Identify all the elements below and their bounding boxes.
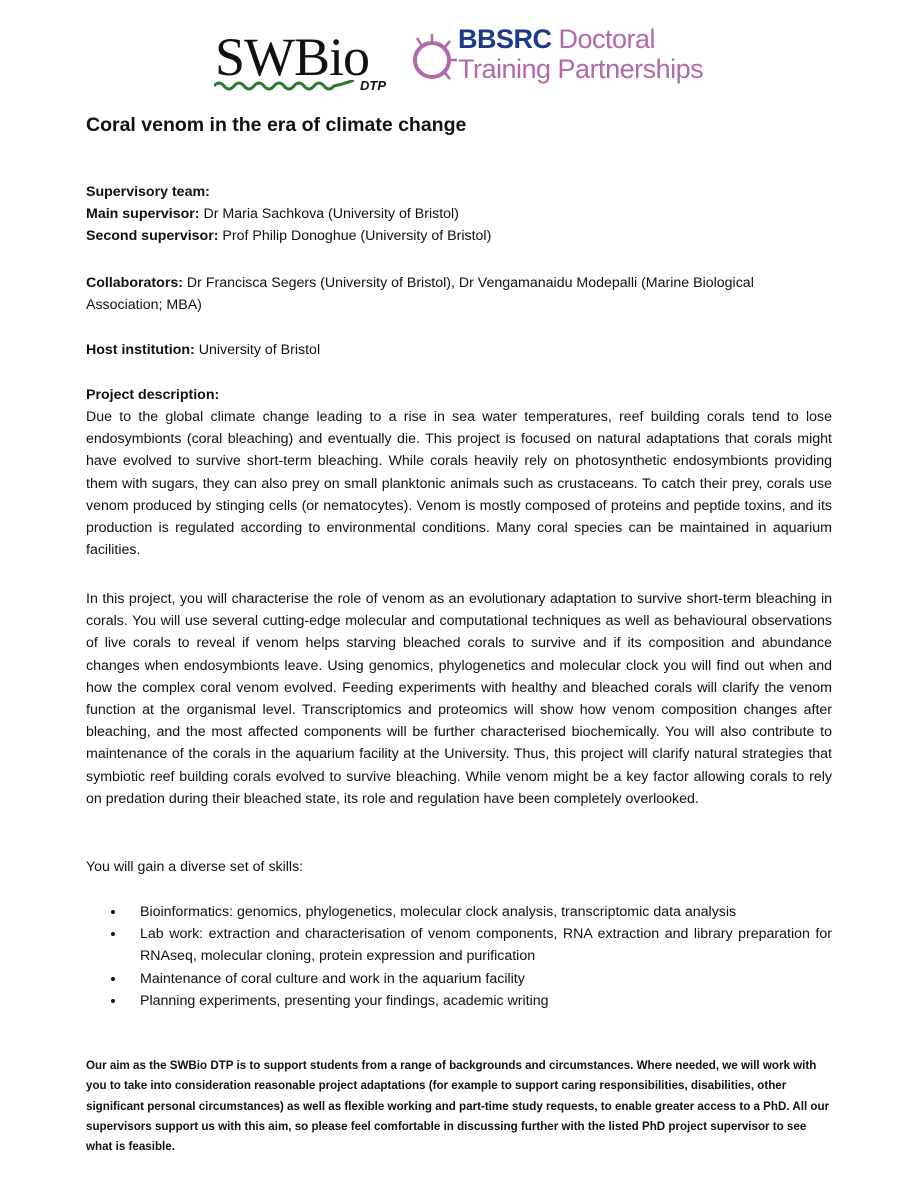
swbio-dtp-label: DTP <box>360 78 386 93</box>
inclusion-statement: Our aim as the SWBio DTP is to support students from a range of backgrounds and circumstances. Where needed, we will work with you to take into consideration reasonable project adaptations (for example to support caring responsibilities, disabilities, other significant personal circumstances) as well as flexible working and part-time study requests, to enable greater access to a PhD. All our supervisors support us with this aim, so please feel comfortable in discussing further with the listed PhD project supervisor to see what is feasible. <box>86 1059 830 1154</box>
skill-item: • Maintenance of coral culture and work in the aquarium facility <box>126 968 832 990</box>
swbio-logo: SWBio <box>215 27 370 87</box>
bbsrc-logo-icon <box>410 28 460 88</box>
skills-intro: You will gain a diverse set of skills: <box>86 859 304 875</box>
collaborators: Collaborators: Dr Francisca Segers (University of Bristol), Dr Vengamanaidu Modepalli (Marine Biological Association; MBA) <box>86 275 754 314</box>
bbsrc-line2: Training Partnerships <box>458 54 704 84</box>
skill-item: • Planning experiments, presenting your findings, academic writing <box>126 990 832 1012</box>
page-title: Coral venom in the era of climate change <box>86 114 467 136</box>
supervisory-team: Supervisory team: Main supervisor: Dr Maria Sachkova (University of Bristol) Second supervisor: Prof Philip Donoghue (University of Bristol) <box>86 184 492 245</box>
skill-item: • Lab work: extraction and characterisation of venom components, RNA extraction and library preparation for RNAseq, molecular cloning, protein expression and purification <box>126 923 832 967</box>
dna-helix-icon <box>214 80 354 92</box>
header-logos <box>210 20 730 95</box>
skill-item: • Bioinformatics: genomics, phylogenetics, molecular clock analysis, transcriptomic data analysis <box>126 901 832 923</box>
bbsrc-line1: BBSRC Doctoral <box>458 24 656 54</box>
project-description-heading: Project description: <box>86 387 220 403</box>
skills-list <box>86 901 832 1012</box>
project-paragraph-1: Due to the global climate change leading to a rise in sea water temperatures, reef building corals tend to lose endosymbionts (coral bleaching) and eventually die. This project is focused on natural adaptations that corals might have evolved to survive short-term bleaching. While corals heavily rely on photosynthetic endosymbionts providing them with sugars, they can also prey on small planktonic animals such as crustaceans. To catch their prey, corals use venom produced by stinging cells (or nematocytes). Venom is mostly composed of proteins and peptide toxins, and its production is regulated according to environmental conditions. Many coral species can be maintained in aquarium facilities. <box>86 409 832 559</box>
host-institution: Host institution: University of Bristol <box>86 342 321 358</box>
project-paragraph-2: In this project, you will characterise the role of venom as an evolutionary adaptation to survive short-term bleaching in corals. You will use several cutting-edge molecular and computational techniques as well as behavioural observations of live corals to reveal if venom helps starving bleached corals to survive and if its composition and abundance changes when endosymbionts leave. Using genomics, phylogenetics and molecular clock you will find out when and how the complex coral venom evolved. Feeding experiments with healthy and bleached corals will clarify the venom function at the organismal level. Transcriptomics and proteomics will show how venom composition changes after bleaching, and the most affected components will be further characterised biochemically. You will also contribute to maintenance of the corals in the aquarium facility at the University. Thus, this project will clarify natural strategies that symbiotic reef building corals evolved to survive bleaching. While venom might be a key factor allowing corals to rely on predation during their bleached state, its role and regulation have been completely overlooked. <box>86 591 832 807</box>
